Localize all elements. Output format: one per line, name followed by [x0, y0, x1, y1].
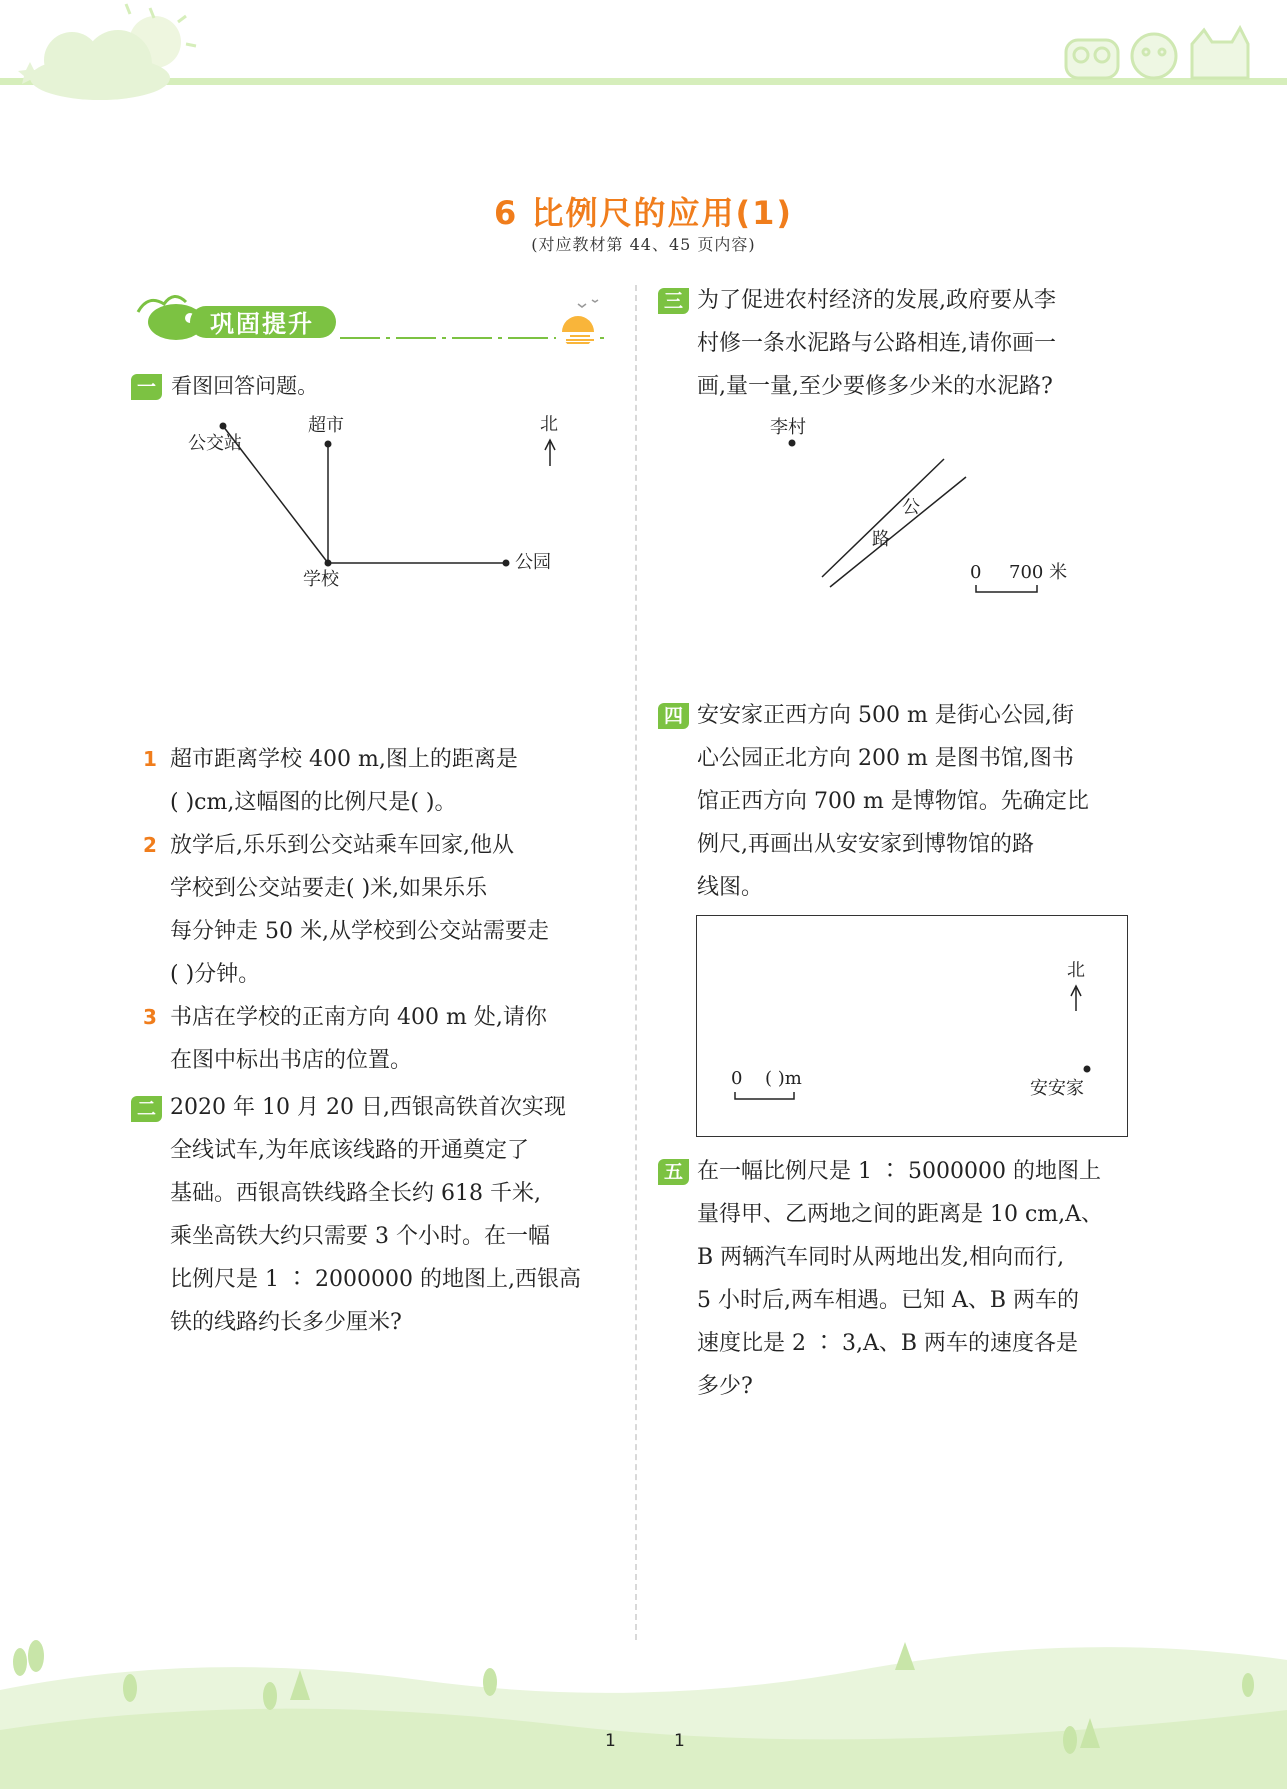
q1-prompt: 看图回答问题。: [171, 374, 319, 398]
q1-sub1-line2: ( )cm,这幅图的比例尺是( )。: [170, 790, 457, 815]
scale-blank: ( )m: [765, 1068, 802, 1089]
road-edge-1: [822, 459, 944, 577]
scale-bar: [976, 585, 1037, 592]
village-label: 李村: [770, 417, 806, 438]
q2-text: [170, 1086, 615, 1344]
page-title: 6 比例尺的应用(1): [494, 194, 793, 232]
q5-line3: B 两辆汽车同时从两地出发,相向而行,: [697, 1245, 1065, 1270]
q2-line6: 铁的线路约长多少厘米?: [170, 1310, 402, 1335]
q5-line2: 量得甲、乙两地之间的距离是 10 cm,A、: [697, 1202, 1104, 1227]
scale-value: 700 米: [1009, 562, 1068, 583]
north-label: 北: [540, 414, 558, 435]
q5-line4: 5 小时后,两车相遇。已知 A、B 两车的: [697, 1288, 1080, 1313]
header-decoration: [0, 0, 1287, 100]
q2-line4: 乘坐高铁大约只需要 3 个小时。在一幅: [170, 1224, 550, 1249]
bus-stop-label: 公交站: [188, 433, 242, 454]
q3-line3: 画,量一量,至少要修多少米的水泥路?: [697, 374, 1053, 399]
q4-drawing-area[interactable]: [696, 915, 1128, 1137]
park-label: 公园: [515, 552, 551, 573]
q5-line6: 多少?: [697, 1374, 753, 1399]
q1-subquestions: [170, 738, 615, 1082]
q4-line1: 安安家正西方向 500 m 是街心公园,街: [697, 703, 1074, 728]
q5-text: [697, 1150, 1142, 1408]
q4-line2: 心公园正北方向 200 m 是图书馆,图书: [697, 746, 1074, 771]
home-label: 安安家: [1030, 1078, 1084, 1099]
q3-text: [697, 279, 1142, 408]
road-label-b: 路: [872, 529, 890, 550]
q1-sub3-number: 3: [143, 1005, 157, 1029]
north-arrow-icon: [1071, 986, 1081, 1011]
page-number-right: 1: [674, 1731, 685, 1751]
q1-sub2-line1: 放学后,乐乐到公交站乘车回家,他从: [170, 833, 514, 858]
page-number-left: 1: [605, 1731, 616, 1751]
school-label: 学校: [303, 569, 339, 590]
q1-sub2-line2: 学校到公交站要走( )米,如果乐乐: [170, 876, 488, 901]
home-point: [1084, 1066, 1091, 1073]
q4-text: [697, 694, 1142, 909]
q2-line2: 全线试车,为年底该线路的开通奠定了: [170, 1138, 529, 1163]
supermarket-point: [325, 441, 332, 448]
q4-badge: 四: [658, 703, 689, 729]
q1-sub2-number: 2: [143, 833, 157, 857]
q1-sub2-line4: ( )分钟。: [170, 962, 261, 987]
q4-line3: 馆正西方向 700 m 是博物馆。先确定比: [697, 789, 1089, 814]
q1-sub2-line3: 每分钟走 50 米,从学校到公交站需要走: [170, 919, 549, 944]
page-subtitle: (对应教材第 44、45 页内容): [531, 235, 756, 254]
q4-line4: 例尺,再画出从安安家到博物馆的路: [697, 832, 1034, 857]
supermarket-label: 超市: [308, 415, 344, 436]
scale-zero: 0: [731, 1068, 743, 1089]
q2-badge: 二: [131, 1096, 162, 1122]
q5-line1: 在一幅比例尺是 1 ∶ 5000000 的地图上: [697, 1159, 1101, 1184]
q4-diagram: [697, 916, 1129, 1138]
bus-stop-point: [220, 423, 227, 430]
footer-landscape: [0, 1630, 1287, 1789]
section-label: 巩固提升: [210, 310, 314, 338]
q1-header: [131, 370, 318, 400]
scale-zero: 0: [970, 562, 982, 583]
q4-line5: 线图。: [697, 875, 764, 900]
scale-bar: [735, 1092, 794, 1099]
q3-badge: 三: [658, 288, 689, 314]
column-divider: [635, 285, 637, 1640]
sun-cloud-icon: [18, 4, 196, 100]
q3-diagram: [760, 405, 1100, 605]
section-banner: [130, 292, 615, 344]
north-arrow-icon: [545, 440, 555, 466]
village-point: [789, 440, 796, 447]
q3-line2: 村修一条水泥路与公路相连,请你画一: [697, 331, 1056, 356]
q2-line3: 基础。西银高铁线路全长约 618 千米,: [170, 1181, 541, 1206]
q5-line5: 速度比是 2 ∶ 3,A、B 两车的速度各是: [697, 1331, 1079, 1356]
animal-faces-icon: [1066, 28, 1248, 78]
q1-sub3-line1: 书店在学校的正南方向 400 m 处,请你: [170, 1005, 547, 1030]
q2-line1: 2020 年 10 月 20 日,西银高铁首次实现: [170, 1095, 566, 1120]
q1-sub1-line1: 超市距离学校 400 m,图上的距离是: [170, 747, 518, 772]
road-label-a: 公: [902, 497, 920, 518]
road-edge-2: [830, 477, 966, 587]
q1-sub1-number: 1: [143, 747, 157, 771]
q1-sub3-line2: 在图中标出书店的位置。: [170, 1048, 413, 1073]
q5-badge: 五: [658, 1159, 689, 1185]
school-point: [325, 560, 332, 567]
park-point: [503, 560, 510, 567]
q3-line1: 为了促进农村经济的发展,政府要从李: [697, 288, 1056, 313]
q1-badge: 一: [131, 374, 162, 400]
north-label: 北: [1067, 960, 1085, 981]
q2-line5: 比例尺是 1 ∶ 2000000 的地图上,西银高: [170, 1267, 581, 1292]
q1-map: [180, 400, 580, 600]
